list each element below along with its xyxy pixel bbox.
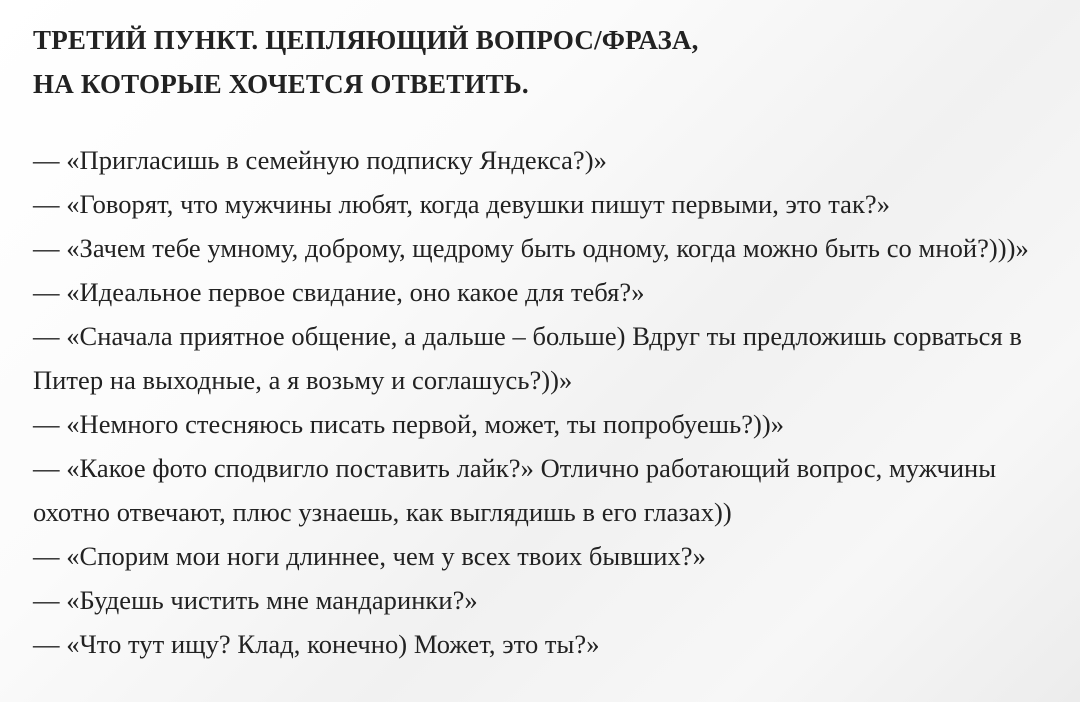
list-item: — «Сначала приятное общение, а дальше – больше) Вдруг ты предложишь сорваться в Питер на выходные, а я возьму и соглашусь?))» [33, 321, 1022, 395]
list-item: — «Немного стесняюсь писать первой, может, ты попробуешь?))» [33, 409, 785, 439]
list-item: — «Что тут ищу? Клад, конечно) Может, это ты?» [33, 629, 600, 659]
article [33, 18, 1053, 666]
list-item: — «Пригласишь в семейную подписку Яндекса?)» [33, 145, 607, 175]
list-item: — «Зачем тебе умному, доброму, щедрому быть одному, когда можно быть со мной?)))» [33, 233, 1029, 263]
list-item: — «Спорим мои ноги длиннее, чем у всех твоих бывших?» [33, 541, 706, 571]
list-item: — «Говорят, что мужчины любят, когда девушки пишут первыми, это так?» [33, 189, 891, 219]
phrase-list [33, 138, 1053, 666]
heading-line-1: ТРЕТИЙ ПУНКТ. ЦЕПЛЯЮЩИЙ ВОПРОС/ФРАЗА, [33, 25, 699, 55]
section-heading [33, 18, 1053, 106]
list-item: — «Будешь чистить мне мандаринки?» [33, 585, 478, 615]
heading-line-2: НА КОТОРЫЕ ХОЧЕТСЯ ОТВЕТИТЬ. [33, 69, 529, 99]
list-item: — «Какое фото сподвигло поставить лайк?» Отлично работающий вопрос, мужчины охотно отвечают, плюс узнаешь, как выглядишь в его глазах)) [33, 453, 997, 527]
list-item: — «Идеальное первое свидание, оно какое для тебя?» [33, 277, 645, 307]
